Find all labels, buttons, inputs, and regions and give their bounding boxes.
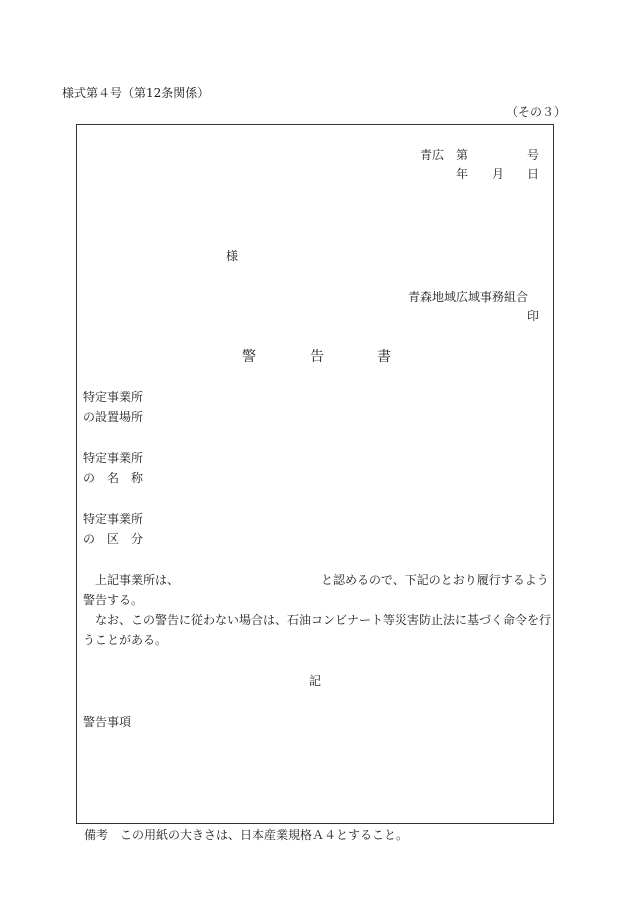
form-number-label: 様式第４号（第12条関係）	[62, 86, 210, 100]
ki-label: 記	[309, 674, 322, 688]
form-sub-label: （その３）	[506, 105, 567, 119]
date-day: 日	[527, 167, 540, 181]
body-p1-line2: 警告する。	[83, 593, 144, 607]
doc-number-dai: 第	[456, 148, 469, 162]
field-category-line1: 特定事業所	[83, 512, 144, 526]
footnote: 備考 この用紙の大きさは、日本産業規格Ａ４とすること。	[84, 828, 409, 842]
body-p2-line1: なお、この警告に従わない場合は、石油コンビナート等災害防止法に基づく命令を行	[95, 613, 552, 627]
issuer-seal: 印	[527, 309, 540, 323]
warning-items-label: 警告事項	[83, 715, 132, 729]
addressee-honorific: 様	[226, 249, 239, 263]
title-char-3: 書	[377, 349, 391, 365]
body-p1-start: 上記事業所は、	[95, 573, 180, 587]
body-p1-end: と認めるので、下記のとおり履行するよう	[321, 573, 549, 587]
title-char-2: 告	[310, 349, 324, 365]
issuer-name: 青森地域広域事務組合	[408, 290, 529, 304]
doc-number-prefix: 青広	[420, 148, 445, 162]
title-char-1: 警	[242, 349, 256, 365]
body-p2-line2: うことがある。	[83, 633, 168, 647]
field-location-line2: の設置場所	[83, 410, 144, 424]
doc-number-go: 号	[527, 148, 540, 162]
date-month: 月	[492, 167, 505, 181]
field-name-line2: の 名 称	[83, 471, 144, 485]
form-frame	[76, 124, 554, 824]
field-name-line1: 特定事業所	[83, 451, 144, 465]
date-year: 年	[456, 167, 469, 181]
field-category-line2: の 区 分	[83, 532, 144, 546]
field-location-line1: 特定事業所	[83, 390, 144, 404]
